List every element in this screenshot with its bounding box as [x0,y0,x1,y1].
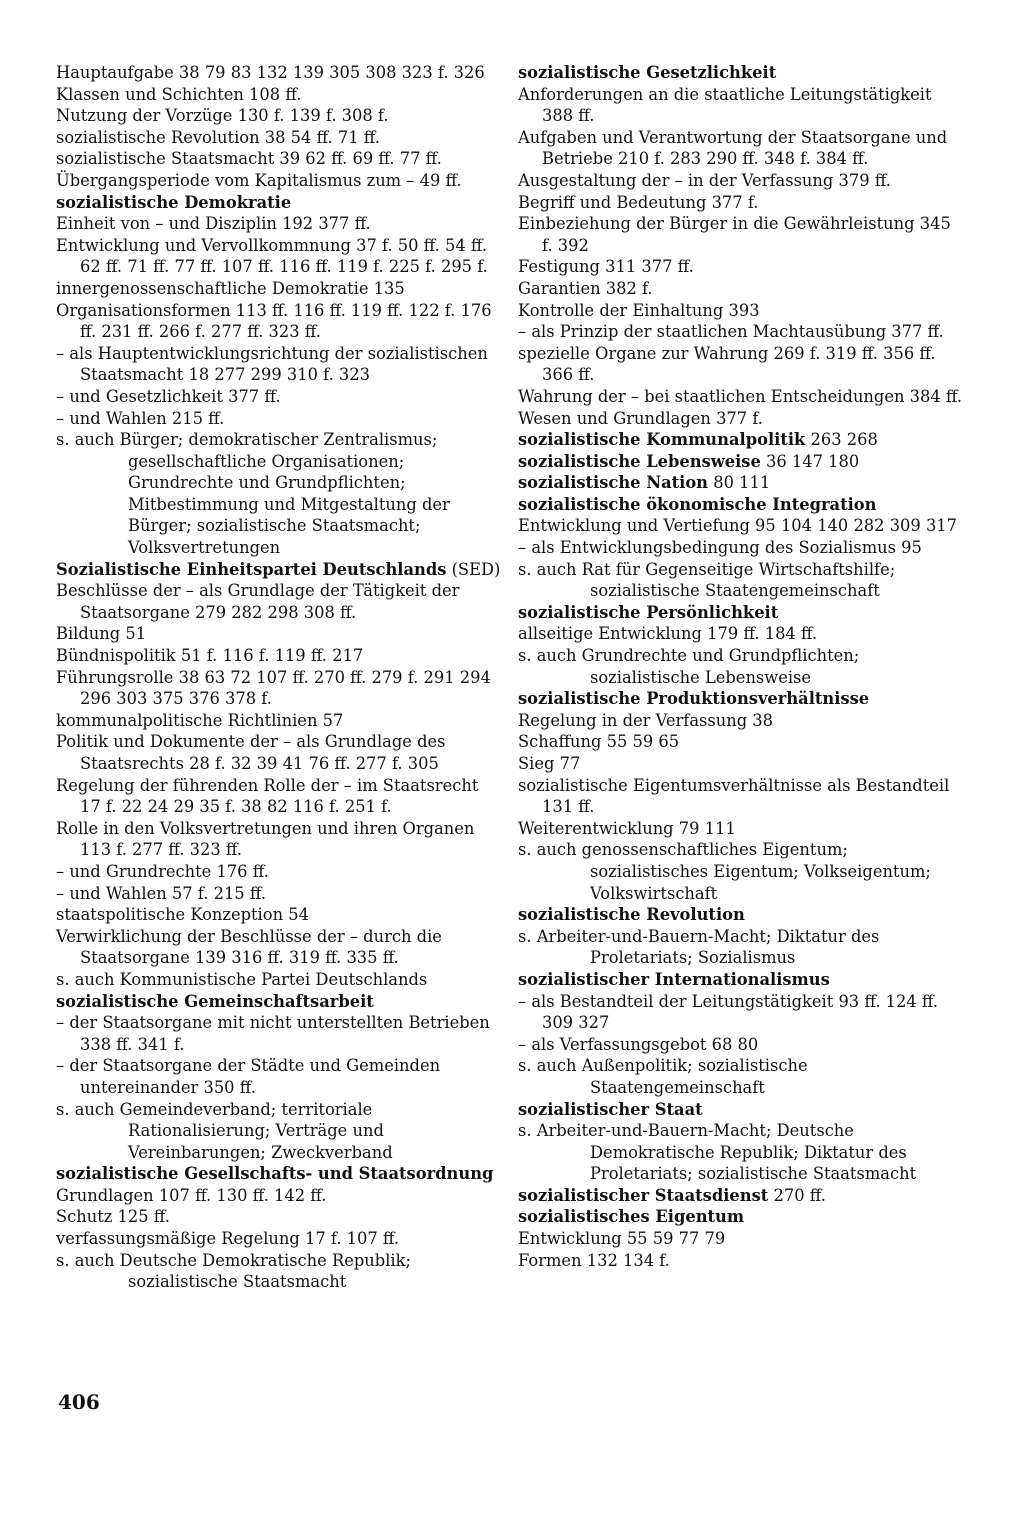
index-entry-text: Wahrung der – bei staatlichen Entscheidungen 384 ff. [518,386,963,406]
index-heading-text: sozialistische Gesellschafts- und Staatsordnung [56,1164,494,1184]
index-entry [56,1250,502,1293]
index-entry-text: staatspolitische Konzeption 54 [56,905,309,925]
index-entry [56,818,502,861]
index-entry-text: Organisationsformen 113 ff. 116 ff. 119 ff. 122 f. 176 ff. 231 ff. 266 f. 277 ff. 323 ff. [56,300,492,342]
page-number: 406 [58,1390,100,1414]
index-entry [518,991,964,1034]
index-entry-text: Verwirklichung der Beschlüsse der – durch die Staatsorgane 139 316 ff. 319 ff. 335 ff. [56,926,442,968]
index-entry [518,213,964,256]
index-heading-text: sozialistischer Staat [518,1099,703,1119]
index-entry-text: – als Prinzip der staatlichen Machtausübung 377 ff. [518,322,944,342]
index-entry [518,775,964,818]
index-entry-text: Regelung in der Verfassung 38 [518,710,774,730]
index-heading-text: sozialistischer Staatsdienst [518,1185,769,1205]
index-entry-text: – als Entwicklungsbedingung des Sozialismus 95 [518,538,922,558]
index-entry [518,343,964,386]
index-entry [518,170,964,192]
index-entry-text: s. auch Kommunistische Partei Deutschlands [56,969,428,989]
index-entry [56,904,502,926]
index-entry [56,1206,502,1228]
index-entry [56,1185,502,1207]
index-entry [56,84,502,106]
index-heading [56,991,502,1013]
index-entry [56,883,502,905]
index-entry-text: – der Staatsorgane mit nicht unterstellten Betrieben 338 ff. 341 f. [56,1013,490,1054]
index-entry [518,256,964,278]
index-heading [518,602,964,624]
index-entry [56,148,502,170]
index-entry [56,429,502,559]
index-entry [56,1055,502,1098]
index-heading-suffix: (SED) [446,559,501,579]
index-heading [56,192,502,214]
index-entry-text: sozialistische Revolution 38 54 ff. 71 ff. [56,127,380,147]
index-heading-text: sozialistische Revolution [518,905,745,925]
index-entry [56,235,502,278]
index-entry [56,278,502,300]
index-entry-text: s. auch Bürger; demokratischer Zentralismus; gesellschaftliche Organisationen; Grundrechte und Grundpflichten; Mitbestimmung und Mitgestaltung der Bürger; sozialistische Staatsmacht; Volksvertretungen [56,430,450,558]
index-entry-text: allseitige Entwicklung 179 ff. 184 ff. [518,624,818,644]
index-entry [518,1055,964,1098]
index-entry-text: – als Bestandteil der Leitungstätigkeit 93 ff. 124 ff. 309 327 [518,991,939,1033]
index-entry [518,710,964,732]
index-heading [518,1185,964,1207]
index-entry-text: Formen 132 134 f. [518,1250,670,1270]
index-entry-text: Politik und Dokumente der – als Grundlage des Staatsrechts 28 f. 32 39 41 76 ff. 277 f. 305 [56,732,446,773]
index-entry [56,623,502,645]
index-entry-text: Festigung 311 377 ff. [518,257,694,277]
index-entry-text: Bündnispolitik 51 f. 116 f. 119 ff. 217 [56,646,364,666]
index-entry-text: spezielle Organe zur Wahrung 269 f. 319 ff. 356 ff. 366 ff. [518,343,936,385]
index-heading [518,688,964,710]
index-heading [56,1163,502,1185]
index-entry [56,861,502,883]
index-entry [518,645,964,688]
index-entry-text: kommunalpolitische Richtlinien 57 [56,710,344,730]
index-entry-text: Schutz 125 ff. [56,1207,170,1227]
index-entry [518,753,964,775]
index-heading [518,1099,964,1121]
index-entry [56,1099,502,1164]
index-entry [56,775,502,818]
index-entry [518,818,964,840]
index-entry-text: – als Verfassungsgebot 68 80 [518,1034,759,1054]
index-entry [56,731,502,774]
index-entry-text: Entwicklung 55 59 77 79 [518,1229,726,1249]
index-entry-text: Ausgestaltung der – in der Verfassung 379 ff. [518,170,891,190]
index-heading-text: sozialistische Persönlichkeit [518,602,779,622]
index-heading-suffix: 270 ff. [768,1185,826,1205]
index-heading-text: sozialistische Gesetzlichkeit [518,63,777,82]
index-entry-text: Führungsrolle 38 63 72 107 ff. 270 ff. 279 f. 291 294 296 303 375 376 378 f. [56,667,491,709]
index-entry-text: – der Staatsorgane der Städte und Gemeinden untereinander 350 ff. [56,1056,441,1097]
index-heading-text: sozialistische Kommunalpolitik [518,430,806,450]
index-entry-text: Einbeziehung der Bürger in die Gewährleistung 345 f. 392 [518,214,951,255]
index-entry-text: Garantien 382 f. [518,278,653,298]
index-heading-text: sozialistisches Eigentum [518,1207,745,1227]
index-entry-text: innergenossenschaftliche Demokratie 135 [56,278,405,298]
index-column-right [518,62,964,1271]
index-entry-text: Anforderungen an die staatliche Leitungstätigkeit 388 ff. [518,84,932,126]
index-entry-text: s. auch Gemeindeverband; territoriale Rationalisierung; Verträge und Vereinbarungen; Zweckverband [56,1099,393,1162]
index-entry [56,343,502,386]
index-heading-text: sozialistische ökonomische Integration [518,494,877,514]
index-entry-text: s. auch Deutsche Demokratische Republik; sozialistische Staatsmacht [56,1250,411,1292]
index-entry-text: verfassungsmäßige Regelung 17 f. 107 ff. [56,1229,400,1249]
index-heading-suffix: 263 268 [805,430,878,450]
index-entry [56,127,502,149]
index-entry-text: Beschlüsse der – als Grundlage der Tätigkeit der Staatsorgane 279 282 298 308 ff. [56,581,460,622]
index-entry-text: Einheit von – und Disziplin 192 377 ff. [56,214,371,234]
index-entry [56,386,502,408]
index-entry [518,1250,964,1272]
index-entry-text: – und Wahlen 57 f. 215 ff. [56,883,267,903]
index-entry-text: Klassen und Schichten 108 ff. [56,84,302,104]
index-entry-text: sozialistische Eigentumsverhältnisse als Bestandteil 131 ff. [518,775,950,817]
index-entry [518,926,964,969]
index-heading-suffix: 36 147 180 [760,451,860,471]
index-entry-text: – und Gesetzlichkeit 377 ff. [56,386,281,406]
index-entry-text: s. auch Rat für Gegenseitige Wirtschaftshilfe; sozialistische Staatengemeinschaft [518,559,896,601]
index-heading-text: Sozialistische Einheitspartei Deutschlands [56,559,447,579]
index-entry [518,127,964,170]
index-entry-text: Bildung 51 [56,624,147,644]
index-entry-text: Kontrolle der Einhaltung 393 [518,300,760,320]
index-entry [56,408,502,430]
index-entry-text: Sieg 77 [518,754,581,773]
index-entry-text: s. auch Außenpolitik; sozialistische Staatengemeinschaft [518,1056,808,1097]
index-entry-text: Wesen und Grundlagen 377 f. [518,408,763,428]
index-entry [56,710,502,732]
index-entry [518,839,964,904]
index-entry [56,926,502,969]
index-heading-text: sozialistische Lebensweise [518,451,761,471]
index-entry [518,321,964,343]
index-column-left [56,62,502,1293]
index-entry [518,192,964,214]
index-entry [518,515,964,537]
index-heading [518,451,964,473]
index-heading-suffix: 80 111 [708,473,771,493]
index-heading-text: sozialistische Demokratie [56,192,292,212]
index-entry [56,969,502,991]
index-heading [518,472,964,494]
index-entry [56,1012,502,1055]
index-entry-text: s. Arbeiter-und-Bauern-Macht; Deutsche Demokratische Republik; Diktatur des Proletariats; sozialistische Staatsmacht [518,1121,917,1184]
index-entry-text: sozialistische Staatsmacht 39 62 ff. 69 ff. 77 ff. [56,149,442,169]
index-entry-text: Schaffung 55 59 65 [518,732,680,752]
index-entry [518,300,964,322]
index-entry-text: Entwicklung und Vertiefung 95 104 140 282 309 317 [518,516,958,536]
index-entry [56,300,502,343]
index-entry [518,623,964,645]
index-entry-text: Rolle in den Volksvertretungen und ihren Organen 113 f. 277 ff. 323 ff. [56,818,475,860]
index-entry [518,537,964,559]
index-entry-text: s. auch Grundrechte und Grundpflichten; sozialistische Lebensweise [518,646,860,687]
index-heading-text: sozialistische Produktionsverhältnisse [518,689,870,709]
index-heading-text: sozialistischer Internationalismus [518,969,830,989]
index-heading [518,904,964,926]
index-entry-text: Grundlagen 107 ff. 130 ff. 142 ff. [56,1185,327,1205]
index-entry [518,408,964,430]
index-entry-text: Aufgaben und Verantwortung der Staatsorgane und Betriebe 210 f. 283 290 ff. 348 f. 384 ff. [518,127,948,169]
index-heading [56,559,502,581]
index-entry-text: Hauptaufgabe 38 79 83 132 139 305 308 323 f. 326 [56,63,485,82]
index-entry [56,1228,502,1250]
index-entry [56,170,502,192]
index-entry [518,559,964,602]
index-entry-text: Nutzung der Vorzüge 130 f. 139 f. 308 f. [56,106,389,126]
index-entry [518,731,964,753]
index-entry [56,645,502,667]
index-heading [518,969,964,991]
index-entry [56,105,502,127]
index-heading-text: sozialistische Gemeinschaftsarbeit [56,991,374,1011]
index-entry-text: Weiterentwicklung 79 111 [518,818,736,838]
index-entry [56,213,502,235]
index-entry [56,62,502,84]
index-entry [518,386,964,408]
index-entry [518,1120,964,1185]
index-entry-text: Entwicklung und Vervollkommnung 37 f. 50 ff. 54 ff. 62 ff. 71 ff. 77 ff. 107 ff. 116 ff. 119 f. 225 f. 295 f. [56,235,488,277]
index-entry [518,84,964,127]
index-entry-text: Begriff und Bedeutung 377 f. [518,192,759,212]
index-entry [56,580,502,623]
index-entry-text: – als Hauptentwicklungsrichtung der sozialistischen Staatsmacht 18 277 299 310 f. 323 [56,343,488,385]
index-heading [518,1206,964,1228]
index-entry [518,1034,964,1056]
index-entry [518,278,964,300]
index-entry [518,1228,964,1250]
index-heading-text: sozialistische Nation [518,473,709,493]
index-entry-text: – und Wahlen 215 ff. [56,408,225,428]
index-heading [518,429,964,451]
index-entry-text: Übergangsperiode vom Kapitalismus zum – 49 ff. [56,170,462,190]
index-entry-text: s. Arbeiter-und-Bauern-Macht; Diktatur des Proletariats; Sozialismus [518,926,880,968]
index-entry-text: Regelung der führenden Rolle der – im Staatsrecht 17 f. 22 24 29 35 f. 38 82 116 f. 251 f. [56,775,479,817]
index-heading [518,62,964,84]
index-entry-text: – und Grundrechte 176 ff. [56,861,269,881]
index-heading [518,494,964,516]
index-entry [56,667,502,710]
index-entry-text: s. auch genossenschaftliches Eigentum; sozialistisches Eigentum; Volkseigentum; Volkswirtschaft [518,840,931,903]
